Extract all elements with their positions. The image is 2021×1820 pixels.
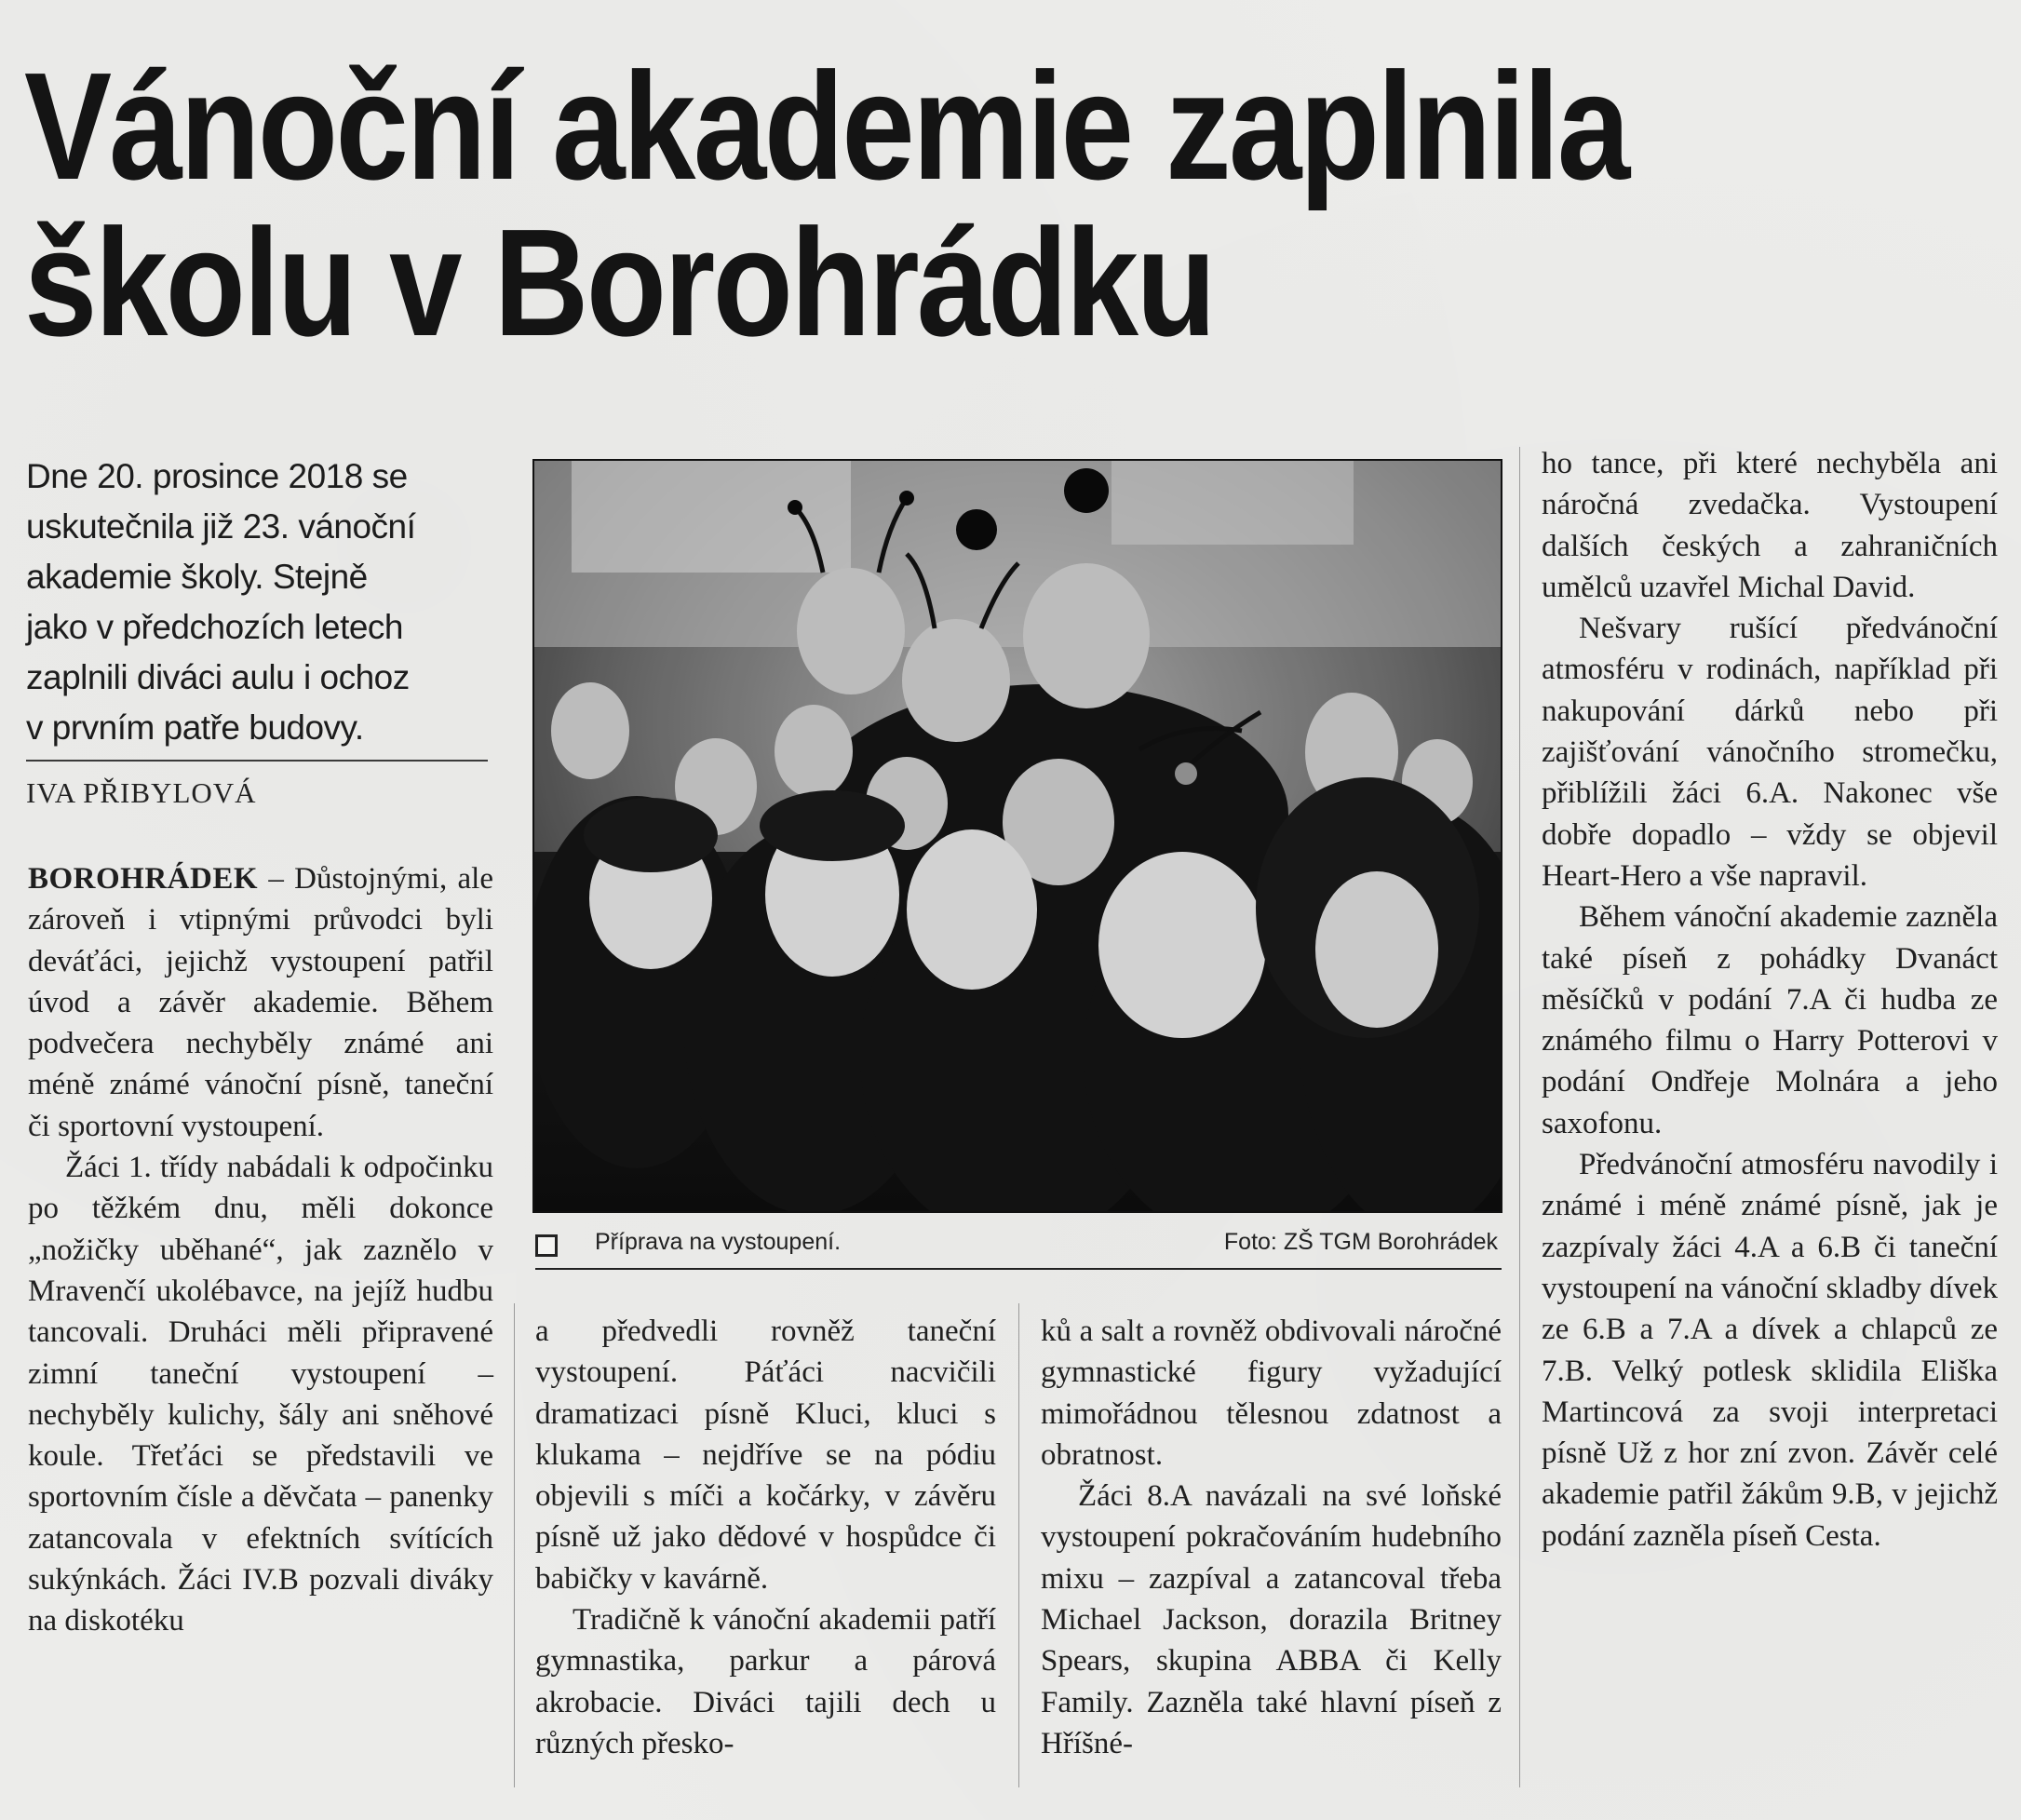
article-photo <box>532 459 1502 1213</box>
lead-line: akademie školy. Stejně <box>26 558 368 596</box>
headline <box>24 41 1730 368</box>
photo-children-in-costumes <box>534 461 1501 1211</box>
paragraph: Žáci 1. třídy nabádali k odpočinku po těžkém dnu, měli dokonce „nožičky uběhané“, jak zaznělo v Mravenčí ukolébavce, na jejíž hudbu tancovali. Druháci měli připravené zimní taneční vystoupení – nechyběly kulichy, šály ani sněhové koule. Třeťáci se představili ve sportovním čísle a děvčata – panenky zatancovala v efektních svítících sukýnkách. Žáci IV.B pozvali diváky na diskotéku <box>28 1151 493 1638</box>
paragraph <box>28 858 493 1147</box>
paragraph: Nešvary rušící předvánoční atmosféru v rodinách, například při nakupování dárků nebo při zajišťování vánočního stromečku, přiblížili žáci 6.A. Nakonec vše dobře dopadlo – vždy se objevil Heart-Hero a vše napravil. <box>1542 612 1998 893</box>
lead-divider <box>26 760 488 762</box>
photo-credit: Foto: ZŠ TGM Borohrádek <box>1223 1229 1498 1255</box>
headline-line-1: Vánoční akademie zaplnila <box>24 41 1628 211</box>
text-column-4 <box>1542 443 1998 1557</box>
column-divider <box>1018 1303 1019 1787</box>
lead-line: uskutečnila již 23. vánoční <box>26 507 416 546</box>
paragraph: Žáci 8.A navázali na své loňské vystoupení pokračováním hudebního mixu – zazpíval a zatancoval třeba Michael Jackson, dorazila Britney Spears, skupina ABBA či Kelly Family. Zazněla také hlavní píseň z Hříšné- <box>1041 1479 1502 1760</box>
text-column-2 <box>535 1311 996 1764</box>
paragraph: Během vánoční akademie zazněla také píseň z pohádky Dvanáct měsíčků v podání 7.A či hudba ze známého filmu o Harry Potterovi v podání Ondřeje Molnára a jeho saxofonu. <box>1542 900 1998 1140</box>
byline: IVA PŘIBYLOVÁ <box>26 776 257 809</box>
text-column-1 <box>28 858 493 1642</box>
dateline-text: – Důstojnými, ale zároveň i vtipnými průvodci byli deváťáci, jejichž vystoupení patřil úvod a závěr akademie. Během podvečera nechyběly známé ani méně známé vánoční písně, taneční či sportovní vystoupení. <box>28 862 493 1143</box>
lead-paragraph <box>26 452 501 753</box>
column-divider <box>1519 447 1520 1787</box>
caption-divider <box>535 1268 1502 1270</box>
column-divider <box>514 1303 515 1787</box>
lead-line: zaplnili diváci aulu i ochoz <box>26 658 410 696</box>
paragraph: Předvánoční atmosféru navodily i známé i méně známé písně, jak je zazpívaly žáci 4.A a 6.B či taneční vystoupení na vánoční skladby dívek ze 6.B a 7.A a dívek a chlapců ze 7.B. Velký potlesk sklidila Eliška Martincová za svoji interpretaci písně Už z hor zní zvon. Závěr celé akademie patřil žákům 9.B, v jejichž podání zazněla píseň Cesta. <box>1542 1148 1998 1553</box>
photo-caption-row <box>535 1229 1500 1266</box>
caption-square-icon <box>535 1234 558 1257</box>
lead-line: Dne 20. prosince 2018 se <box>26 457 408 495</box>
paragraph: ků a salt a rovněž obdivovali náročné gymnastické figury vyžadující mimořádnou tělesnou zdatnost a obratnost. <box>1041 1314 1502 1472</box>
photo-caption: Příprava na vystoupení. <box>595 1229 842 1255</box>
paragraph: Tradičně k vánoční akademii patří gymnastika, parkur a párová akrobacie. Diváci tajili dech u různých přesko- <box>535 1603 996 1760</box>
text-column-3 <box>1041 1311 1502 1764</box>
lead-line: jako v předchozích letech <box>26 608 404 646</box>
dateline: BOROHRÁDEK <box>28 862 259 896</box>
paragraph: ho tance, při které nechyběla ani náročná zvedačka. Vystoupení dalších českých a zahraničních umělců uzavřel Michal David. <box>1542 447 1998 604</box>
headline-line-2: školu v Borohrádku <box>24 197 1215 368</box>
lead-line: v prvním patře budovy. <box>26 708 364 747</box>
paragraph: a předvedli rovněž taneční vystoupení. Páťáci nacvičili dramatizaci písně Kluci, kluci s klukama – nejdříve se na pódiu objevili s míči a kočárky, v závěru písně už jako dědové v hospůdce či babičky v kavárně. <box>535 1314 996 1596</box>
